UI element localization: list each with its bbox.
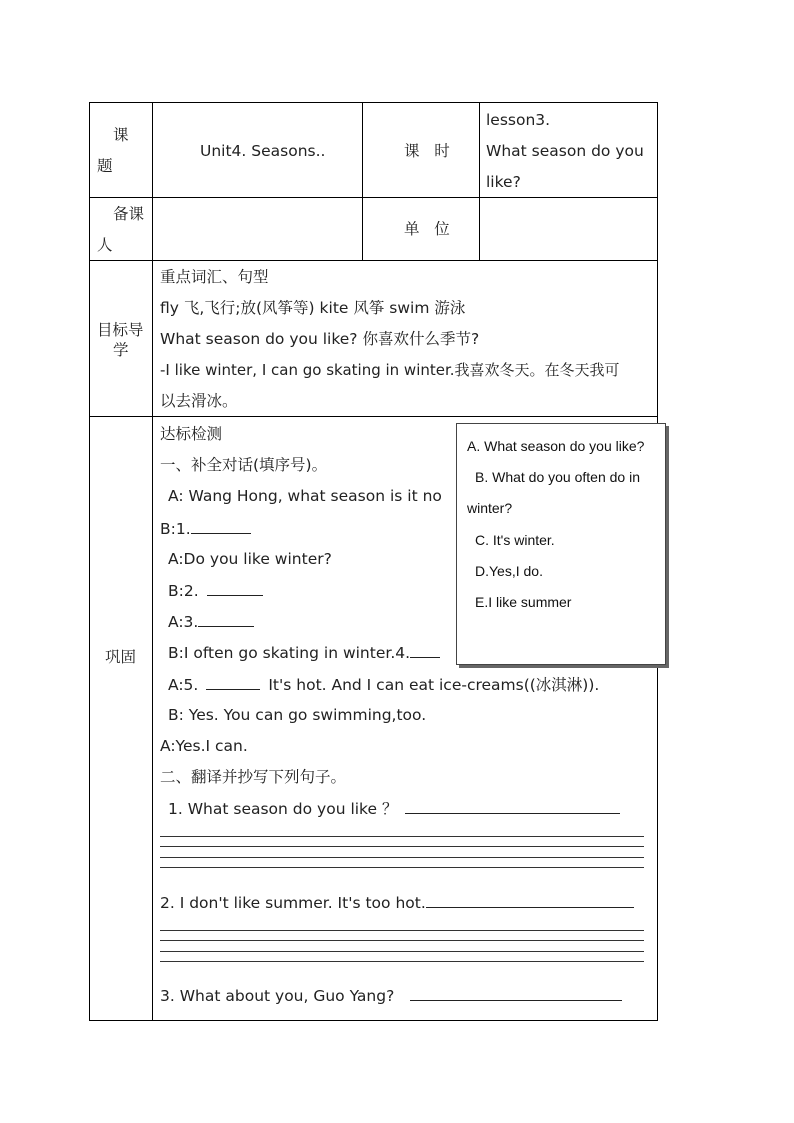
dialogue-line	[168, 643, 440, 662]
practice-label: 巩固	[105, 648, 137, 666]
dialogue-text: A:5.	[168, 676, 199, 694]
table-border-left	[89, 102, 90, 1021]
row-divider	[89, 260, 658, 261]
writing-line[interactable]	[160, 867, 644, 868]
writing-line[interactable]	[160, 930, 644, 931]
col-divider	[479, 102, 480, 260]
col-divider	[362, 102, 363, 260]
course-label: 题	[97, 157, 113, 175]
option-a: A. What season do you like?	[467, 438, 645, 454]
answer-blank[interactable]	[405, 799, 620, 814]
option-b: winter?	[467, 500, 513, 516]
writing-line[interactable]	[160, 846, 644, 847]
goals-label: 目标导	[97, 321, 144, 339]
goals-answer: 以去滑冰。	[160, 392, 238, 410]
answer-blank[interactable]	[207, 581, 263, 596]
goals-heading: 重点词汇、句型	[160, 268, 269, 286]
dialogue-line	[168, 675, 599, 694]
goals-label: 学	[113, 341, 129, 359]
translate-sentence	[160, 986, 622, 1005]
course-label: 课	[113, 126, 129, 144]
period-label: 课 时	[404, 142, 450, 160]
sentence-text: 2. I don't like summer. It's too hot.	[160, 894, 426, 912]
answer-blank[interactable]	[198, 612, 254, 627]
teacher-label: 备课	[113, 205, 145, 223]
option-d: D.Yes,I do.	[475, 563, 543, 579]
col-divider	[152, 102, 153, 1021]
answer-blank[interactable]	[410, 643, 440, 658]
writing-line[interactable]	[160, 836, 644, 837]
row-divider	[89, 197, 658, 198]
answer-blank[interactable]	[191, 519, 251, 534]
dialogue-text: A:3.	[168, 613, 199, 631]
lesson-title: What season do you	[486, 142, 644, 160]
option-c: C. It's winter.	[475, 532, 555, 548]
unit-label: 单 位	[404, 220, 450, 238]
lesson-number: lesson3.	[486, 111, 551, 129]
sentence-text: 3. What about you, Guo Yang?	[160, 987, 395, 1005]
options-box	[456, 423, 666, 665]
teacher-label: 人	[97, 236, 113, 254]
option-e: E.I like summer	[475, 594, 572, 610]
translate-sentence	[160, 893, 634, 912]
goals-question: What season do you like? 你喜欢什么季节?	[160, 330, 480, 348]
dialogue-text: It's hot. And I can eat ice-creams((冰淇淋)).	[268, 676, 600, 694]
goals-vocab: fly 飞,飞行;放(风筝等) kite 风筝 swim 游泳	[160, 299, 466, 317]
dialogue-text: B:I often go skating in winter.4.	[168, 644, 411, 662]
part2-heading: 二、翻译并抄写下列句子。	[160, 768, 347, 786]
table-border-top	[89, 102, 658, 103]
goals-answer: -I like winter, I can go skating in winter.我喜欢冬天。在冬天我可	[160, 361, 620, 379]
table-border-bottom	[89, 1020, 658, 1021]
dialogue-text: B:2.	[168, 582, 199, 600]
writing-line[interactable]	[160, 857, 644, 858]
dialogue-line	[160, 519, 251, 538]
dialogue-line: A:Do you like winter?	[168, 550, 332, 568]
dialogue-line	[168, 612, 254, 631]
practice-heading: 达标检测	[160, 425, 223, 443]
writing-line[interactable]	[160, 961, 644, 962]
part1-heading: 一、补全对话(填序号)。	[160, 456, 328, 474]
answer-blank[interactable]	[410, 986, 622, 1001]
writing-line[interactable]	[160, 951, 644, 952]
answer-blank[interactable]	[206, 675, 260, 690]
option-b: B. What do you often do in	[475, 469, 640, 485]
row-divider	[89, 416, 658, 417]
translate-sentence	[168, 799, 620, 818]
dialogue-line	[168, 581, 263, 600]
writing-line[interactable]	[160, 940, 644, 941]
dialogue-line: A:Yes.I can.	[160, 737, 248, 755]
sentence-text: 1. What season do you like ？	[168, 800, 398, 818]
answer-blank[interactable]	[426, 893, 634, 908]
dialogue-line: B: Yes. You can go swimming,too.	[168, 706, 427, 724]
lesson-title: like?	[486, 173, 521, 191]
dialogue-text: B:1.	[160, 520, 191, 538]
dialogue-line: A: Wang Hong, what season is it no	[168, 487, 442, 505]
unit-title: Unit4. Seasons..	[200, 142, 326, 160]
